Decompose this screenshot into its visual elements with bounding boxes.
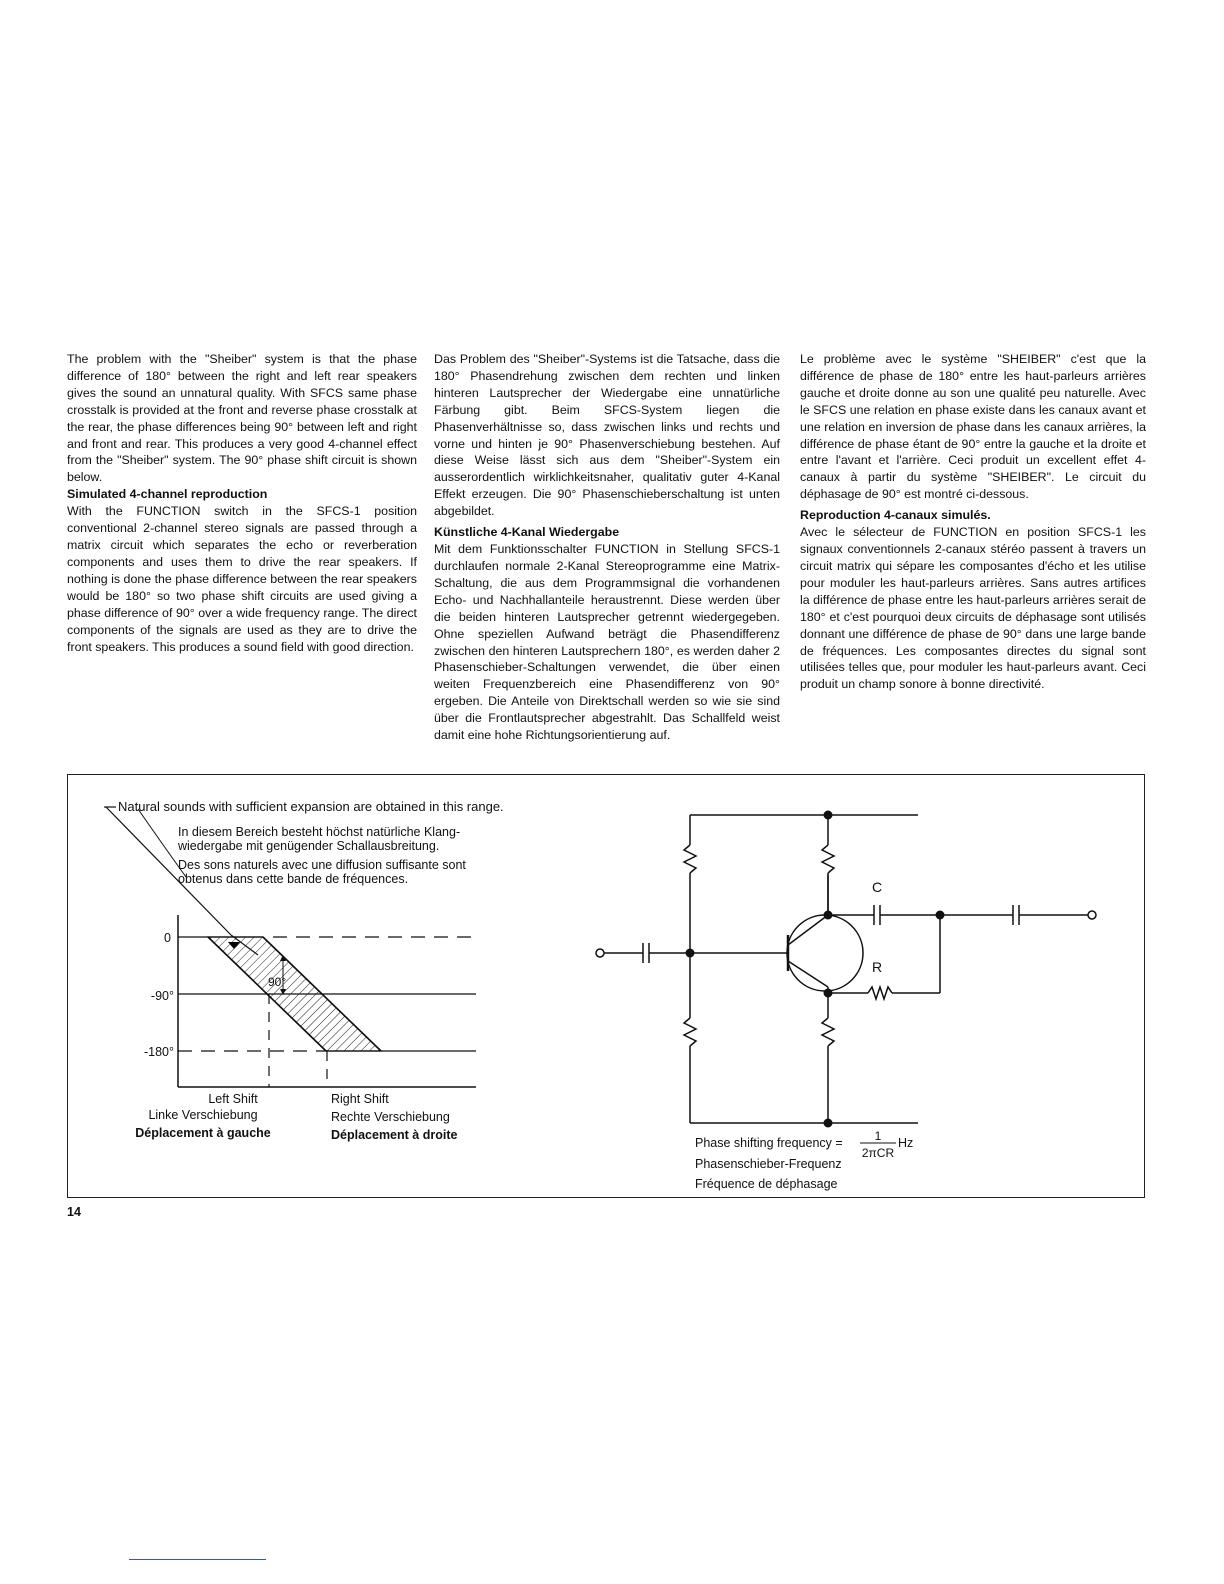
ninety-degree-label: 90° <box>268 975 287 989</box>
left-shift-french: Déplacement à gauche <box>135 1126 271 1140</box>
junction-output <box>936 911 945 920</box>
english-column <box>67 351 417 655</box>
left-shift-english: Left Shift <box>208 1092 258 1106</box>
callout-french-line-2: obtenus dans cette bande de fréquences. <box>178 872 409 886</box>
formula-unit: Hz <box>898 1136 914 1150</box>
y-label-minus-90: -90° <box>150 989 174 1003</box>
r-resistor <box>868 987 892 999</box>
junction-collector <box>824 911 833 920</box>
german-paragraph-2: Mit dem Funktionsschalter FUNCTION in Stellung SFCS-1 durchlaufen normale 2-Kanal Stereoprogramme eine Matrix-Schaltung, die aus dem Programmsignal die vorhandenen Echo- und Nachhallanteile heraustrennt. Diese werden über die beiden hinteren Lautsprecher getrennt wiedergegeben. Ohne speziellen Aufwand beträgt die Phasendifferenz zwischen den hinteren Lautsprechern 180°, es werden daher 2 Phasenschieber-Schaltungen verwendet, die über einen weiten Frequenzbereich eine Phasendifferenz von 90° ergeben. Die Anteile von Direktschall werden so wie sie sind über die Frontlautsprecher abgestrahlt. Das Schallfeld weist damit eine hohe Richtungsorientierung auf. <box>434 542 780 743</box>
callout-french-line-1: Des sons naturels avec une diffusion suffisante sont <box>178 858 466 872</box>
english-paragraph-2: With the FUNCTION switch in the SFCS-1 position conventional 2-channel stereo signals are passed through a matrix circuit which separates the echo or reverberation components and uses them to drive the rear speakers. If nothing is done the phase difference between the rear speakers would be 180° so two phase shift circuits are used giving a phase difference of 90° over a wide frequency range. The direct components of the signals are used as they are to drive the front speakers. This produces a sound field with good direction. <box>67 504 417 654</box>
right-shift-german: Rechte Verschiebung <box>331 1110 450 1124</box>
junction-base <box>686 949 695 958</box>
phase-diagram <box>104 799 504 1142</box>
junction-bottom <box>824 1119 833 1128</box>
formula-french: Fréquence de déphasage <box>695 1177 838 1191</box>
right-shift-french: Déplacement à droite <box>331 1128 458 1142</box>
formula-denominator: 2πCR <box>861 1146 895 1160</box>
collector-resistor <box>822 845 834 873</box>
formula-english: Phase shifting frequency = <box>695 1136 843 1150</box>
callout-english: Natural sounds with sufficient expansion are obtained in this range. <box>118 799 504 814</box>
french-paragraph-1: Le problème avec le système "SHEIBER" c'est que la différence de phase de 180° entre les haut-parleurs arrières gauche et droite donne au son une qualité peu naturelle. Avec le SFCS une relation en phase existe dans les canaux avant et une relation en inversion de phase dans les canaux arrières, la différence de phase étant de 90° entre la gauche et la droite et entre l'avant et l'arrière. Ceci produit un excellent effet 4-canaux à partir du système "SHEIBER". Le circuit du déphasage de 90° est montré ci-dessous. <box>800 352 1146 502</box>
german-paragraph-1: Das Problem des "Sheiber"-Systems ist die Tatsache, dass die 180° Phasendrehung zwischen dem rechten und linken hinteren Lautsprecher der Wiedergabe eine unnatürliche Färbung gibt. Beim SFCS-System liegen die Phasenverhältnisse so, dass zwischen links und rechts und vorne und hinten je 90° Phasenverschiebung bestehen. Auf diese Weise lässt sich aus dem "Sheiber"-System ein ausserordentlich wirklichkeitsnaher, qualitativ guter 4-Kanal Effekt erzeugen. Die 90° Phasenschieberschaltung ist unten abgebildet. <box>434 352 780 519</box>
junction-top <box>824 811 833 820</box>
input-terminal <box>596 949 604 957</box>
figure-svg <box>68 775 1143 1196</box>
transistor-body <box>787 915 863 991</box>
resistor-r-label: R <box>872 959 883 975</box>
english-heading: Simulated 4-channel reproduction <box>67 487 268 502</box>
footer-rule <box>129 1559 266 1560</box>
y-label-minus-180: -180° <box>143 1045 174 1059</box>
english-paragraph-1: The problem with the "Sheiber" system is that the phase difference of 180° between the right and left rear speakers gives the sound an unnatural quality. With SFCS same phase crosstalk is provided at the front and reverse phase crosstalk at the rear, the phase differences being 90° between left and right and front and rear. This produces a very good 4-channel effect from the "Sheiber" system. The 90° phase shift circuit is shown below. <box>67 352 417 485</box>
junction-emitter <box>824 989 833 998</box>
output-terminal <box>1088 911 1096 919</box>
french-paragraph-2: Avec le sélecteur de FUNCTION en position SFCS-1 les signaux conventionnels 2-canaux stéréo passent à travers un circuit matrix qui sépare les composantes d'écho et les utilise pour moduler les haut-parleurs arrières. Sans autres artifices la différence de phase entre les haut-parleurs arrières serait de 180° et c'est pourquoi deux circuits de déphasage sont utilisés donnant une différence de phase de 90° dans une large bande de fréquences. Les composantes directes du signal sont utilisées telles que, pour moduler les haut-parleurs avant. Ceci produit un champ sonore à bonne directivité. <box>800 525 1146 692</box>
formula-numerator: 1 <box>874 1129 882 1143</box>
page-number: 14 <box>67 1205 81 1219</box>
left-bottom-resistor <box>684 1018 696 1046</box>
callout-german-line-2: wiedergabe mit genügender Schallausbreitung. <box>178 839 440 853</box>
german-column <box>434 351 780 744</box>
french-heading: Reproduction 4-canaux simulés. <box>800 508 991 523</box>
left-shift-german: Linke Verschiebung <box>148 1108 258 1122</box>
formula-german: Phasenschieber-Frequenz <box>695 1157 842 1171</box>
callout-german-line-1: In diesem Bereich besteht höchst natürliche Klang- <box>178 825 461 839</box>
y-label-0: 0 <box>164 931 171 945</box>
capacitor-c-label: C <box>872 879 883 895</box>
figure-box <box>67 774 1145 1198</box>
circuit-schematic <box>596 815 1096 1123</box>
german-heading: Künstliche 4-Kanal Wiedergabe <box>434 525 620 540</box>
circuit-junctions <box>686 811 945 1128</box>
french-column <box>800 351 1146 693</box>
emitter-resistor <box>822 1018 834 1046</box>
left-top-resistor <box>684 845 696 873</box>
right-shift-english: Right Shift <box>331 1092 389 1106</box>
formula <box>695 1129 913 1191</box>
